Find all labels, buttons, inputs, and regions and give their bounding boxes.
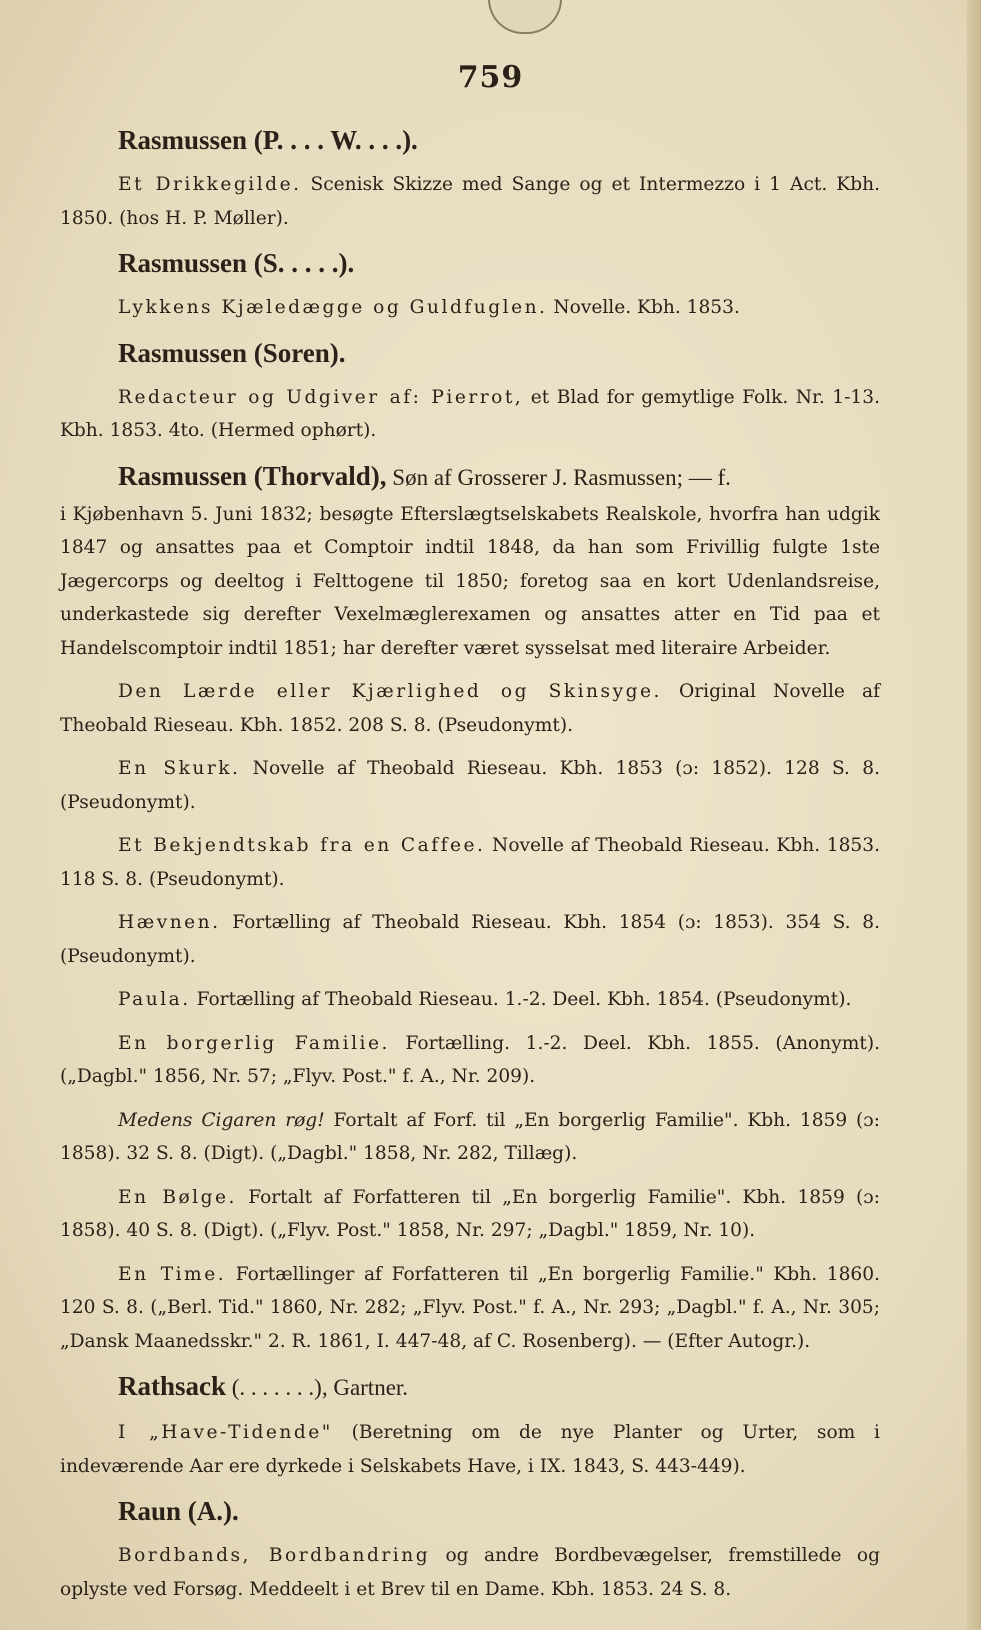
work-title: Redacteur og Udgiver af: Pierrot, xyxy=(118,386,524,408)
work-title: En Time. xyxy=(118,1263,227,1285)
work-title: Et Drikkegilde. xyxy=(118,174,302,195)
work-details: Fortalt af Forf. til „En borgerlig Familie". Kbh. 1859 (ɔ: 1858). 32 S. 8. (Digt). („Dagbl." 1858, Nr. 282, Tillæg). xyxy=(60,1109,880,1164)
work-details: Fortælling. 1.-2. Deel. Kbh. 1855. (Anonymt). („Dagbl." 1856, Nr. 57; „Flyv. Post." f. A., Nr. 209). xyxy=(60,1032,880,1087)
work-title: Lykkens Kjæledægge og Guldfuglen. xyxy=(118,297,548,318)
work-item xyxy=(60,381,880,448)
work-item xyxy=(60,829,880,896)
entry-rasmussen-soren xyxy=(60,335,880,448)
work-details: Novelle. Kbh. 1853. xyxy=(547,297,740,318)
work-title: Bordbands, Bordbandring xyxy=(118,1545,431,1566)
work-details: Novelle af Theobald Rieseau. Kbh. 1853 (ɔ: 1852). 128 S. 8. (Pseudonymt). xyxy=(60,758,880,813)
work-details: og andre Bordbevægelser, fremstillede og oplyste ved Forsøg. Meddeelt i et Brev til en Dame. Kbh. 1853. 24 S. 8. xyxy=(60,1545,880,1600)
work-item xyxy=(60,1104,880,1171)
work-title: Hævnen. xyxy=(118,912,221,933)
work-details: Original Novelle af Theobald Rieseau. Kbh. 1852. 208 S. 8. (Pseudonymt). xyxy=(60,681,880,736)
work-item xyxy=(60,906,880,973)
entry-heading: Rasmussen (S. . . . .). xyxy=(118,248,355,278)
entry-name: Rathsack xyxy=(118,1371,227,1401)
work-item xyxy=(60,168,880,235)
work-item xyxy=(60,675,880,742)
work-details: Fortælling af Theobald Rieseau. Kbh. 1854 (ɔ: 1853). 354 S. 8. (Pseudonymt). xyxy=(60,912,880,967)
work-details: Fortalt af Forfatteren til „En borgerlig Familie". Kbh. 1859 (ɔ: 1858). 40 S. 8. (Digt). („Flyv. Post." 1858, Nr. 297; „Dagbl." 1859, Nr. 10). xyxy=(60,1186,880,1241)
page-number: 759 xyxy=(457,60,524,95)
work-title: Medens Cigaren røg! xyxy=(118,1109,325,1131)
entry-heading: Raun (A.). xyxy=(118,1496,239,1526)
entry-name-rest: (. . . . . . .), Gartner. xyxy=(226,1375,409,1400)
work-details: (Beretning om de nye Planter og Urter, som i indeværende Aar ere dyrkede i Selskabets Have, i IX. 1843, S. 443-449). xyxy=(60,1422,881,1477)
work-details: Scenisk Skizze med Sange og et Intermezzo i 1 Act. Kbh. 1850. (hos H. P. Møller). xyxy=(60,174,880,229)
binding-notch xyxy=(488,0,562,34)
work-details: Fortællinger af Forfatteren til „En borgerlig Familie." Kbh. 1860. 120 S. 8. („Berl. Tid." 1860, Nr. 282; „Flyv. Post." f. A., Nr. 293; „Dagbl." f. A., Nr. 305; „Dansk Maanedsskr." 2. R. 1861, I. 447-48, af C. Rosenberg). — (Efter Autogr.). xyxy=(60,1263,880,1352)
work-title: En Bølge. xyxy=(118,1186,237,1208)
work-details: Novelle af Theobald Rieseau. Kbh. 1853. 118 S. 8. (Pseudonymt). xyxy=(60,835,880,890)
work-item xyxy=(60,1258,880,1359)
work-item xyxy=(60,1027,880,1094)
work-title: Et Bekjendtskab fra en Caffee. xyxy=(118,835,486,856)
entry-heading xyxy=(118,1368,880,1406)
work-item xyxy=(60,1416,880,1483)
work-item xyxy=(60,752,880,819)
work-title: Paula. xyxy=(118,989,191,1010)
entry-heading xyxy=(118,458,880,496)
work-item xyxy=(60,1181,880,1248)
page-edge xyxy=(967,0,981,1630)
entry-raun xyxy=(60,1493,880,1606)
entry-name: Rasmussen (Thorvald), xyxy=(118,460,387,491)
entry-rasmussen-thorvald xyxy=(60,458,880,1359)
entry-heading: Rasmussen (Soren). xyxy=(118,337,346,368)
entry-rasmussen-p-w xyxy=(60,122,880,235)
work-item xyxy=(60,291,880,325)
entry-rathsack xyxy=(60,1368,880,1483)
entry-name-rest: Søn af Grosserer J. Rasmussen; — f. xyxy=(386,464,731,490)
entry-heading: Rasmussen (P. . . . W. . . .). xyxy=(118,125,418,155)
biography: i Kjøbenhavn 5. Juni 1832; besøgte Efterslægtselskabets Realskole, hvorfra han udgik 1847 og ansattes paa et Comptoir indtil 1848, da han som Frivillig fulgte 1ste Jægercorps og deeltog i Felttogene til 1850; foretog saa en kort Udenlandsreise, underkastede sig derefter Vexelmæglerexamen og ansattes atter en Tid paa et Handelscomptoir indtil 1851; har derefter været sysselsat med literaire Arbeider. xyxy=(60,503,880,659)
entry-rasmussen-s xyxy=(60,245,880,325)
work-details: Fortælling af Theobald Rieseau. 1.-2. Deel. Kbh. 1854. (Pseudonymt). xyxy=(190,989,852,1010)
work-title: En Skurk. xyxy=(118,758,241,779)
work-title: Den Lærde eller Kjærlighed og Skinsyge. xyxy=(118,681,662,702)
work-item xyxy=(60,1539,880,1606)
page-content xyxy=(60,118,880,1616)
work-item xyxy=(60,983,880,1017)
work-title: En borgerlig Familie. xyxy=(118,1032,390,1054)
work-title: I „Have-Tidende" xyxy=(118,1422,333,1443)
work-details: et Blad for gemytlige Folk. Nr. 1-13. Kbh. 1853. 4to. (Hermed ophørt). xyxy=(60,386,880,441)
